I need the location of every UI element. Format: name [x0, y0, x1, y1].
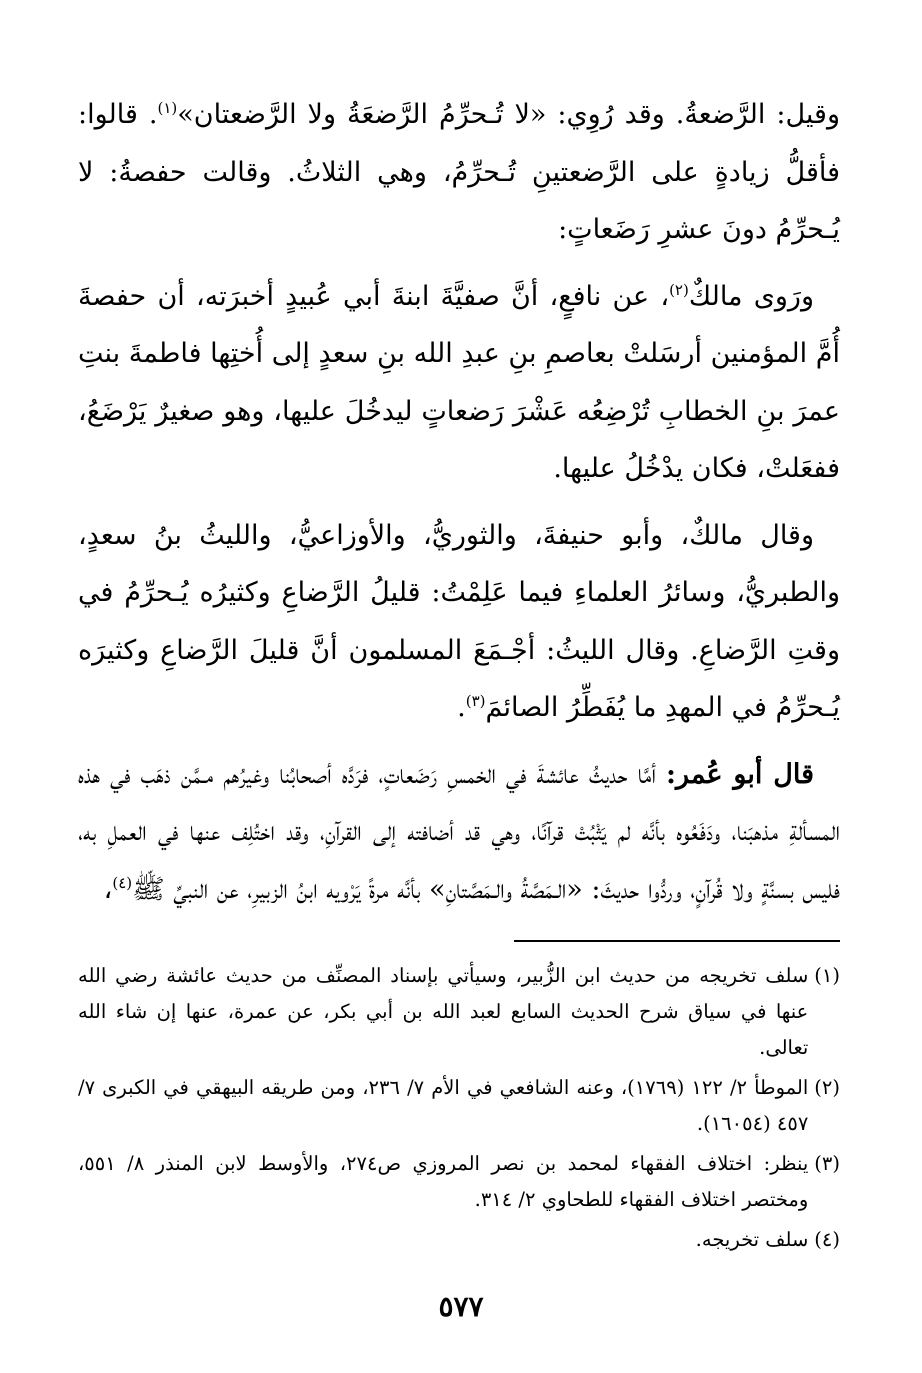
page-number: ٥٧٧: [438, 1290, 484, 1323]
paragraph-lead: قال أبو عُمر:: [666, 758, 814, 790]
footnote-ref: (٢): [669, 280, 689, 299]
text-run: وقال مالكٌ، وأبو حنيفةَ، والثوريُّ، والأوزاعيُّ، والليثُ بنُ سعدٍ، والطبريُّ، وسائرُ العلماءِ فيما عَلِمْتُ: قليلُ الرَّضاعِ وكثيرُه يُـحرِّمُ في وقتِ الرَّضاعِ. وقال الليثُ: أجْـمَعَ المسلمون أنَّ قليلَ الرَّضاعِ وكثيرَه يُـحرِّمُ في المهدِ ما يُفَطِّرُ الصائمَ: [78, 519, 840, 723]
footnote-ref: (٤): [112, 873, 133, 892]
footnote-number: (٤): [814, 1228, 840, 1251]
footnote: [78, 1222, 840, 1258]
text-run: ،: [103, 873, 113, 905]
footnote-number: (٣): [814, 1152, 840, 1175]
paragraph: [78, 86, 840, 259]
footnote-text: سلف تخريجه.: [695, 1228, 809, 1251]
footnote: [78, 958, 840, 1066]
footnote: [78, 1146, 840, 1218]
paragraph: [78, 507, 840, 737]
paragraph: [78, 268, 840, 498]
footnote-number: (٢): [814, 1076, 840, 1099]
footnote-number: (١): [814, 964, 840, 987]
text-run: ورَوى مالكٌ: [688, 280, 814, 312]
text-run: أمَّا حديثُ عائشةَ في الخمسِ رَضَعاتٍ، فرَدَّه أصحابُنا وغيرُهم مـمَّن ذهَب في هذه المسألةِ مذهبَنا، ودَفَعُوه بأنَّه لم يَثْبُتْ قرآنًا، وهي قد أضافته إلى القرآنِ، وقد اختُلِف عنها في العملِ به، فليس بسنَّةٍ ولا قُرآنٍ، وردُّوا حديثَ: «الـمَصَّةُ والـمَصَّتانِ» بأنَّه مرةً يَرْويه ابنُ الزبيرِ، عن النبيِّ ﷺ: [78, 758, 840, 905]
paragraph: [78, 746, 840, 919]
footnote-ref: (٣): [465, 692, 486, 710]
footnote-separator: [514, 940, 840, 942]
text-run: . قالوا: فأقلُّ زيادةٍ على الرَّضعتينِ تُـحرِّمُ، وهي الثلاثُ. وقالت حفصةُ: لا يُـحرِّمُ دونَ عشرِ رَضَعاتٍ:: [78, 99, 840, 245]
footnote-ref: (١): [157, 99, 178, 117]
text-run: وقيل: الرَّضعةُ. وقد رُوِي: «لا تُـحرِّمُ الرَّضعَةُ ولا الرَّضعتان»: [177, 99, 841, 130]
text-run: .: [457, 692, 466, 723]
footnote: [78, 1070, 840, 1142]
footnote-text: الموطأ ٢/ ١٢٢ (١٧٦٩)، وعنه الشافعي في الأم ٧/ ٢٣٦، ومن طريقه البيهقي في الكبرى ٧/ ٤٥٧ (١٦٠٥٤).: [78, 1076, 809, 1135]
footnotes: [78, 958, 840, 1258]
text-run: ، عن نافعٍ، أنَّ صفيَّةَ ابنةَ أبي عُبيدٍ أخبرَته، أن حفصةَ أُمَّ المؤمنين أرسَلتْ بعاصمِ بنِ عبدِ الله بنِ سعدٍ إلى أُختِها فاطمةَ بنتِ عمرَ بنِ الخطابِ تُرْضِعُه عَشْرَ رَضعاتٍ ليدخُلَ عليها، وهو صغيرٌ يَرْضَعُ، ففعَلتْ، فكان يدْخُلُ عليها.: [78, 280, 840, 484]
footnote-text: سلف تخريجه من حديث ابن الزُّبير، وسيأتي بإسناد المصنِّف من حديث عائشة رضي الله عنها في سياق شرح الحديث السابع لعبد الله بن أبي بكر، عن عمرة، عنها إن شاء الله تعالى.: [78, 964, 809, 1059]
main-text: [78, 86, 840, 918]
footnote-text: ينظر: اختلاف الفقهاء لمحمد بن نصر المروزي ص٢٧٤، والأوسط لابن المنذر ٨/ ٥٥١، ومختصر اختلاف الفقهاء للطحاوي ٢/ ٣١٤.: [78, 1152, 809, 1211]
